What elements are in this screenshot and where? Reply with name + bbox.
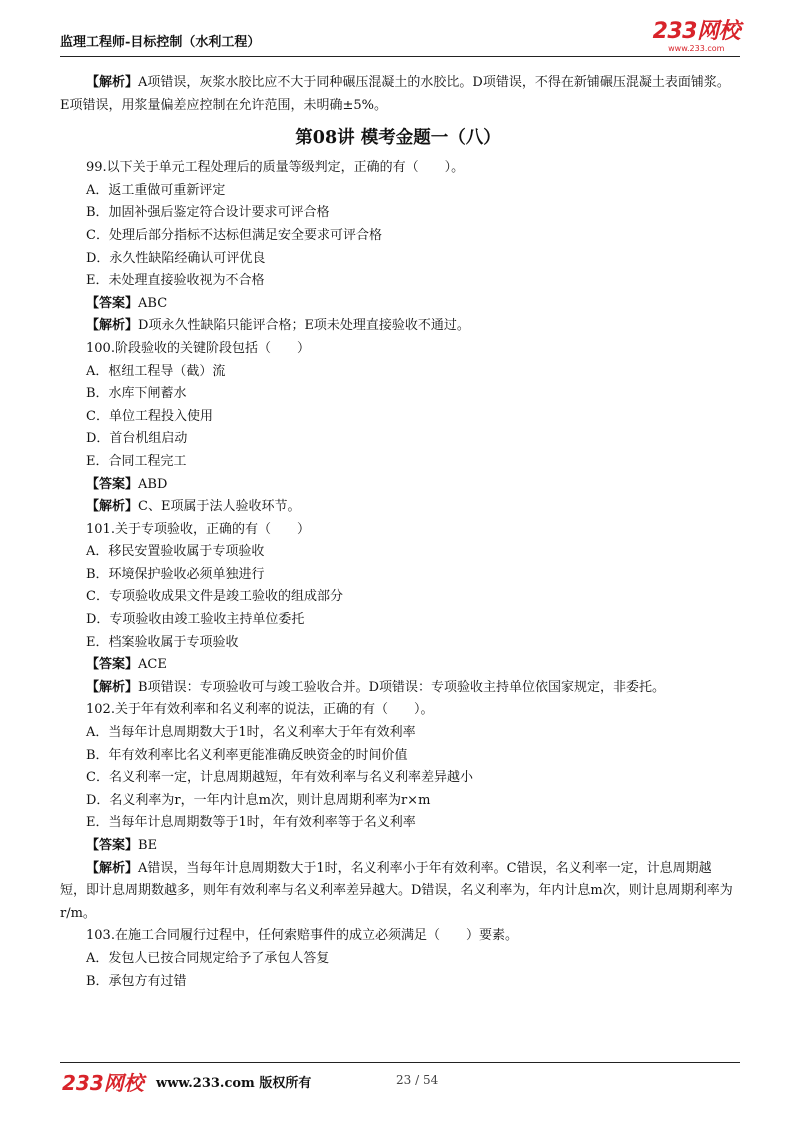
page-content (60, 72, 736, 993)
option-b: B．加固补强后鉴定符合设计要求可评合格 (86, 205, 330, 221)
answer-line (60, 654, 736, 677)
answer-label: 【答案】 (86, 295, 139, 311)
option-e: E．当每年计息周期数等于1时，年有效利率等于名义利率 (86, 815, 416, 831)
analysis-text: A错误，当每年计息周期数大于1时，名义利率小于年有效利率。C错误，名义利率一定，计息周期越短，即计息周期数越多，则年有效利率与名义利率差异越大。D错误，名义利率为，年内计息m次，则计息周期利率为r/m。 (60, 860, 733, 921)
analysis-label: 【解析】 (86, 860, 139, 876)
option-b: B．环境保护验收必须单独进行 (86, 566, 265, 582)
option-b: B．承包方有过错 (86, 973, 187, 989)
answer-line (60, 293, 736, 316)
question-stem: 100.阶段验收的关键阶段包括（ ） (86, 340, 310, 356)
option-d: D．永久性缺陷经确认可评优良 (86, 250, 266, 266)
analysis-line (60, 858, 736, 926)
question-block (60, 338, 736, 519)
analysis-line (60, 315, 736, 338)
footer-copyright: www.233.com 版权所有 (156, 1076, 312, 1091)
option-c: C．名义利率一定，计息周期越短，年有效利率与名义利率差异越小 (86, 770, 473, 786)
brand-logo (653, 20, 740, 53)
answer-value: ABD (138, 476, 168, 492)
option-e: E．未处理直接验收视为不合格 (86, 273, 265, 289)
analysis-label: 【解析】 (86, 679, 139, 695)
analysis-text: B项错误：专项验收可与竣工验收合并。D项错误：专项验收主持单位依国家规定，非委托。 (138, 679, 665, 695)
page-number: 23 / 54 (396, 1073, 439, 1087)
option-e: E．合同工程完工 (86, 453, 187, 469)
logo-text: 233网校 (652, 19, 740, 44)
option-b: B．年有效利率比名义利率更能准确反映资金的时间价值 (86, 747, 408, 763)
question-stem: 103.在施工合同履行过程中，任何索赔事件的成立必须满足（ ）要素。 (86, 928, 518, 944)
footer-logo: 233网校 (62, 1071, 144, 1095)
answer-line (60, 474, 736, 497)
page-footer (60, 1062, 740, 1093)
option-c: C．专项验收成果文件是竣工验收的组成部分 (86, 589, 343, 605)
answer-label: 【答案】 (86, 657, 139, 673)
answer-value: ABC (138, 295, 168, 311)
analysis-label: 【解析】 (86, 499, 139, 515)
analysis-text: C、E项属于法人验收环节。 (138, 499, 301, 515)
question-block (60, 699, 736, 925)
option-a: A．枢纽工程导（截）流 (86, 363, 226, 379)
answer-label: 【答案】 (86, 838, 139, 853)
analysis-label: 【解析】 (86, 318, 139, 334)
question-block (60, 157, 736, 338)
option-d: D．名义利率为r，一年内计息m次，则计息周期利率为r×m (86, 792, 431, 808)
question-stem: 102.关于年有效利率和名义利率的说法，正确的有（ ）。 (86, 702, 434, 718)
option-e: E．档案验收属于专项验收 (86, 634, 239, 650)
option-d: D．专项验收由竣工验收主持单位委托 (86, 612, 305, 628)
option-a: A．返工重做可重新评定 (86, 182, 226, 198)
answer-line (60, 835, 736, 858)
question-stem: 101.关于专项验收，正确的有（ ） (86, 521, 310, 537)
answer-value: BE (138, 838, 158, 853)
logo-subtext: www.233.com (668, 44, 725, 53)
intro-analysis (60, 72, 736, 117)
question-block (60, 925, 736, 993)
header-title: 监理工程师-目标控制（水利工程） (60, 35, 261, 50)
option-a: A．当每年计息周期数大于1时，名义利率大于年有效利率 (86, 725, 416, 741)
option-b: B．水库下闸蓄水 (86, 386, 187, 402)
analysis-label: 【解析】 (86, 75, 139, 90)
option-c: C．处理后部分指标不达标但满足安全要求可评合格 (86, 227, 382, 243)
option-a: A．发包人已按合同规定给予了承包人答复 (86, 950, 330, 966)
answer-value: ACE (138, 657, 167, 673)
question-stem: 99.以下关于单元工程处理后的质量等级判定，正确的有（ ）。 (86, 160, 465, 176)
option-d: D．首台机组启动 (86, 431, 188, 447)
analysis-line (60, 677, 736, 700)
answer-label: 【答案】 (86, 476, 139, 492)
page-header (60, 20, 740, 57)
option-c: C．单位工程投入使用 (86, 408, 213, 424)
analysis-text: A项错误，灰浆水胶比应不大于同种碾压混凝土的水胶比。D项错误，不得在新铺碾压混凝土表面铺浆。E项错误，用浆量偏差应控制在允许范围，未明确±5%。 (60, 75, 730, 113)
question-block (60, 519, 736, 700)
analysis-text: D项永久性缺陷只能评合格；E项未处理直接验收不通过。 (138, 318, 470, 334)
section-title: 第08讲 模考金题一（八） (295, 128, 501, 149)
analysis-line (60, 496, 736, 519)
option-a: A．移民安置验收属于专项验收 (86, 544, 265, 560)
